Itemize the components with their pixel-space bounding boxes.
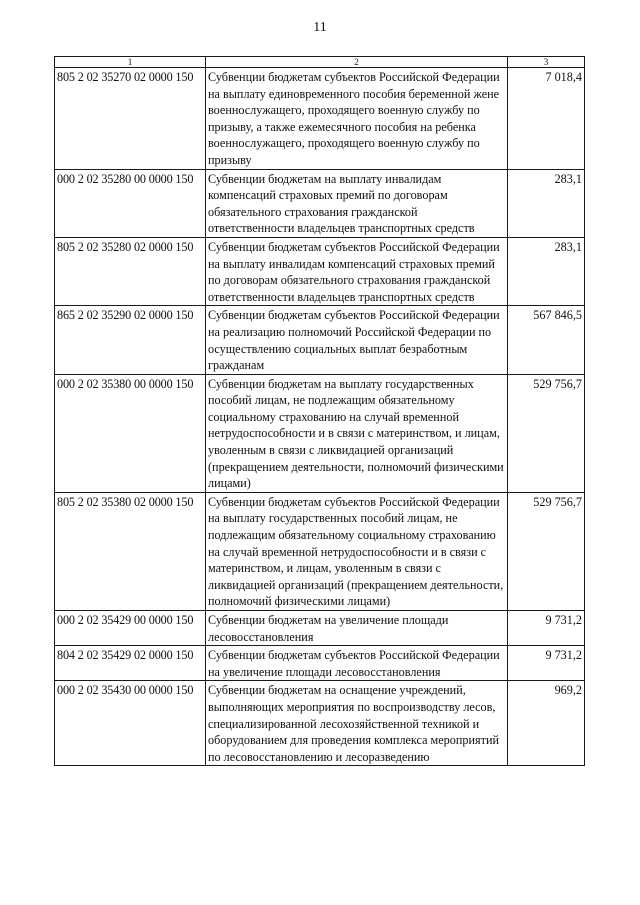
budget-code: 000 2 02 35430 00 0000 150 — [55, 681, 206, 766]
budget-item-name: Субвенции бюджетам субъектов Российской Федерации на выплату государственных пособий лицам, не подлежащим обязательному социальному страхованию на случай временной нетрудоспособности и в связи с материнством, и лицам, уволенным в связи с ликвидацией организаций (прекращением деятельности, полномочий физическими лицами) — [206, 492, 508, 610]
budget-amount: 529 756,7 — [508, 374, 585, 492]
budget-amount: 529 756,7 — [508, 492, 585, 610]
column-number-3: 3 — [508, 57, 585, 68]
table-row — [55, 646, 585, 681]
budget-code: 805 2 02 35280 02 0000 150 — [55, 237, 206, 305]
budget-code: 000 2 02 35429 00 0000 150 — [55, 611, 206, 646]
budget-code: 000 2 02 35280 00 0000 150 — [55, 169, 206, 237]
table-row — [55, 306, 585, 374]
budget-item-name: Субвенции бюджетам на выплату инвалидам компенсаций страховых премий по договорам обязательного страхования гражданской ответственности владельцев транспортных средств — [206, 169, 508, 237]
budget-amount: 283,1 — [508, 169, 585, 237]
budget-amount: 283,1 — [508, 237, 585, 305]
budget-item-name: Субвенции бюджетам субъектов Российской Федерации на увеличение площади лесовосстановления — [206, 646, 508, 681]
budget-code: 000 2 02 35380 00 0000 150 — [55, 374, 206, 492]
budget-table — [54, 56, 585, 766]
table-row — [55, 681, 585, 766]
budget-item-name: Субвенции бюджетам на оснащение учреждений, выполняющих мероприятия по воспроизводству лесов, специализированной лесохозяйственной техникой и оборудованием для проведения комплекса мероприятий по лесовосстановлению и лесоразведению — [206, 681, 508, 766]
budget-item-name: Субвенции бюджетам субъектов Российской Федерации на выплату инвалидам компенсаций страховых премий по договорам обязательного страхования гражданской ответственности владельцев транспортных средств — [206, 237, 508, 305]
table-row — [55, 169, 585, 237]
column-number-1: 1 — [55, 57, 206, 68]
budget-item-name: Субвенции бюджетам на выплату государственных пособий лицам, не подлежащим обязательному социальному страхованию на случай временной нетрудоспособности и в связи с материнством, и лицам, уволенным в связи с ликвидацией организаций (прекращением деятельности, полномочий физическими лицами) — [206, 374, 508, 492]
table-row — [55, 611, 585, 646]
column-number-row — [55, 57, 585, 68]
budget-amount: 7 018,4 — [508, 68, 585, 170]
budget-amount: 969,2 — [508, 681, 585, 766]
page-number: 11 — [313, 20, 327, 35]
table-row — [55, 68, 585, 170]
table-row — [55, 492, 585, 610]
budget-amount: 9 731,2 — [508, 646, 585, 681]
table-row — [55, 237, 585, 305]
budget-item-name: Субвенции бюджетам на увеличение площади лесовосстановления — [206, 611, 508, 646]
budget-code: 805 2 02 35380 02 0000 150 — [55, 492, 206, 610]
budget-code: 804 2 02 35429 02 0000 150 — [55, 646, 206, 681]
budget-code: 805 2 02 35270 02 0000 150 — [55, 68, 206, 170]
budget-amount: 9 731,2 — [508, 611, 585, 646]
budget-code: 865 2 02 35290 02 0000 150 — [55, 306, 206, 374]
column-number-2: 2 — [206, 57, 508, 68]
budget-item-name: Субвенции бюджетам субъектов Российской Федерации на реализацию полномочий Российской Федерации по осуществлению социальных выплат безработным гражданам — [206, 306, 508, 374]
budget-amount: 567 846,5 — [508, 306, 585, 374]
table-row — [55, 374, 585, 492]
budget-item-name: Субвенции бюджетам субъектов Российской Федерации на выплату единовременного пособия беременной жене военнослужащего, проходящего военную службу по призыву, а также ежемесячного пособия на ребенка военнослужащего, проходящего военную службу по призыву — [206, 68, 508, 170]
